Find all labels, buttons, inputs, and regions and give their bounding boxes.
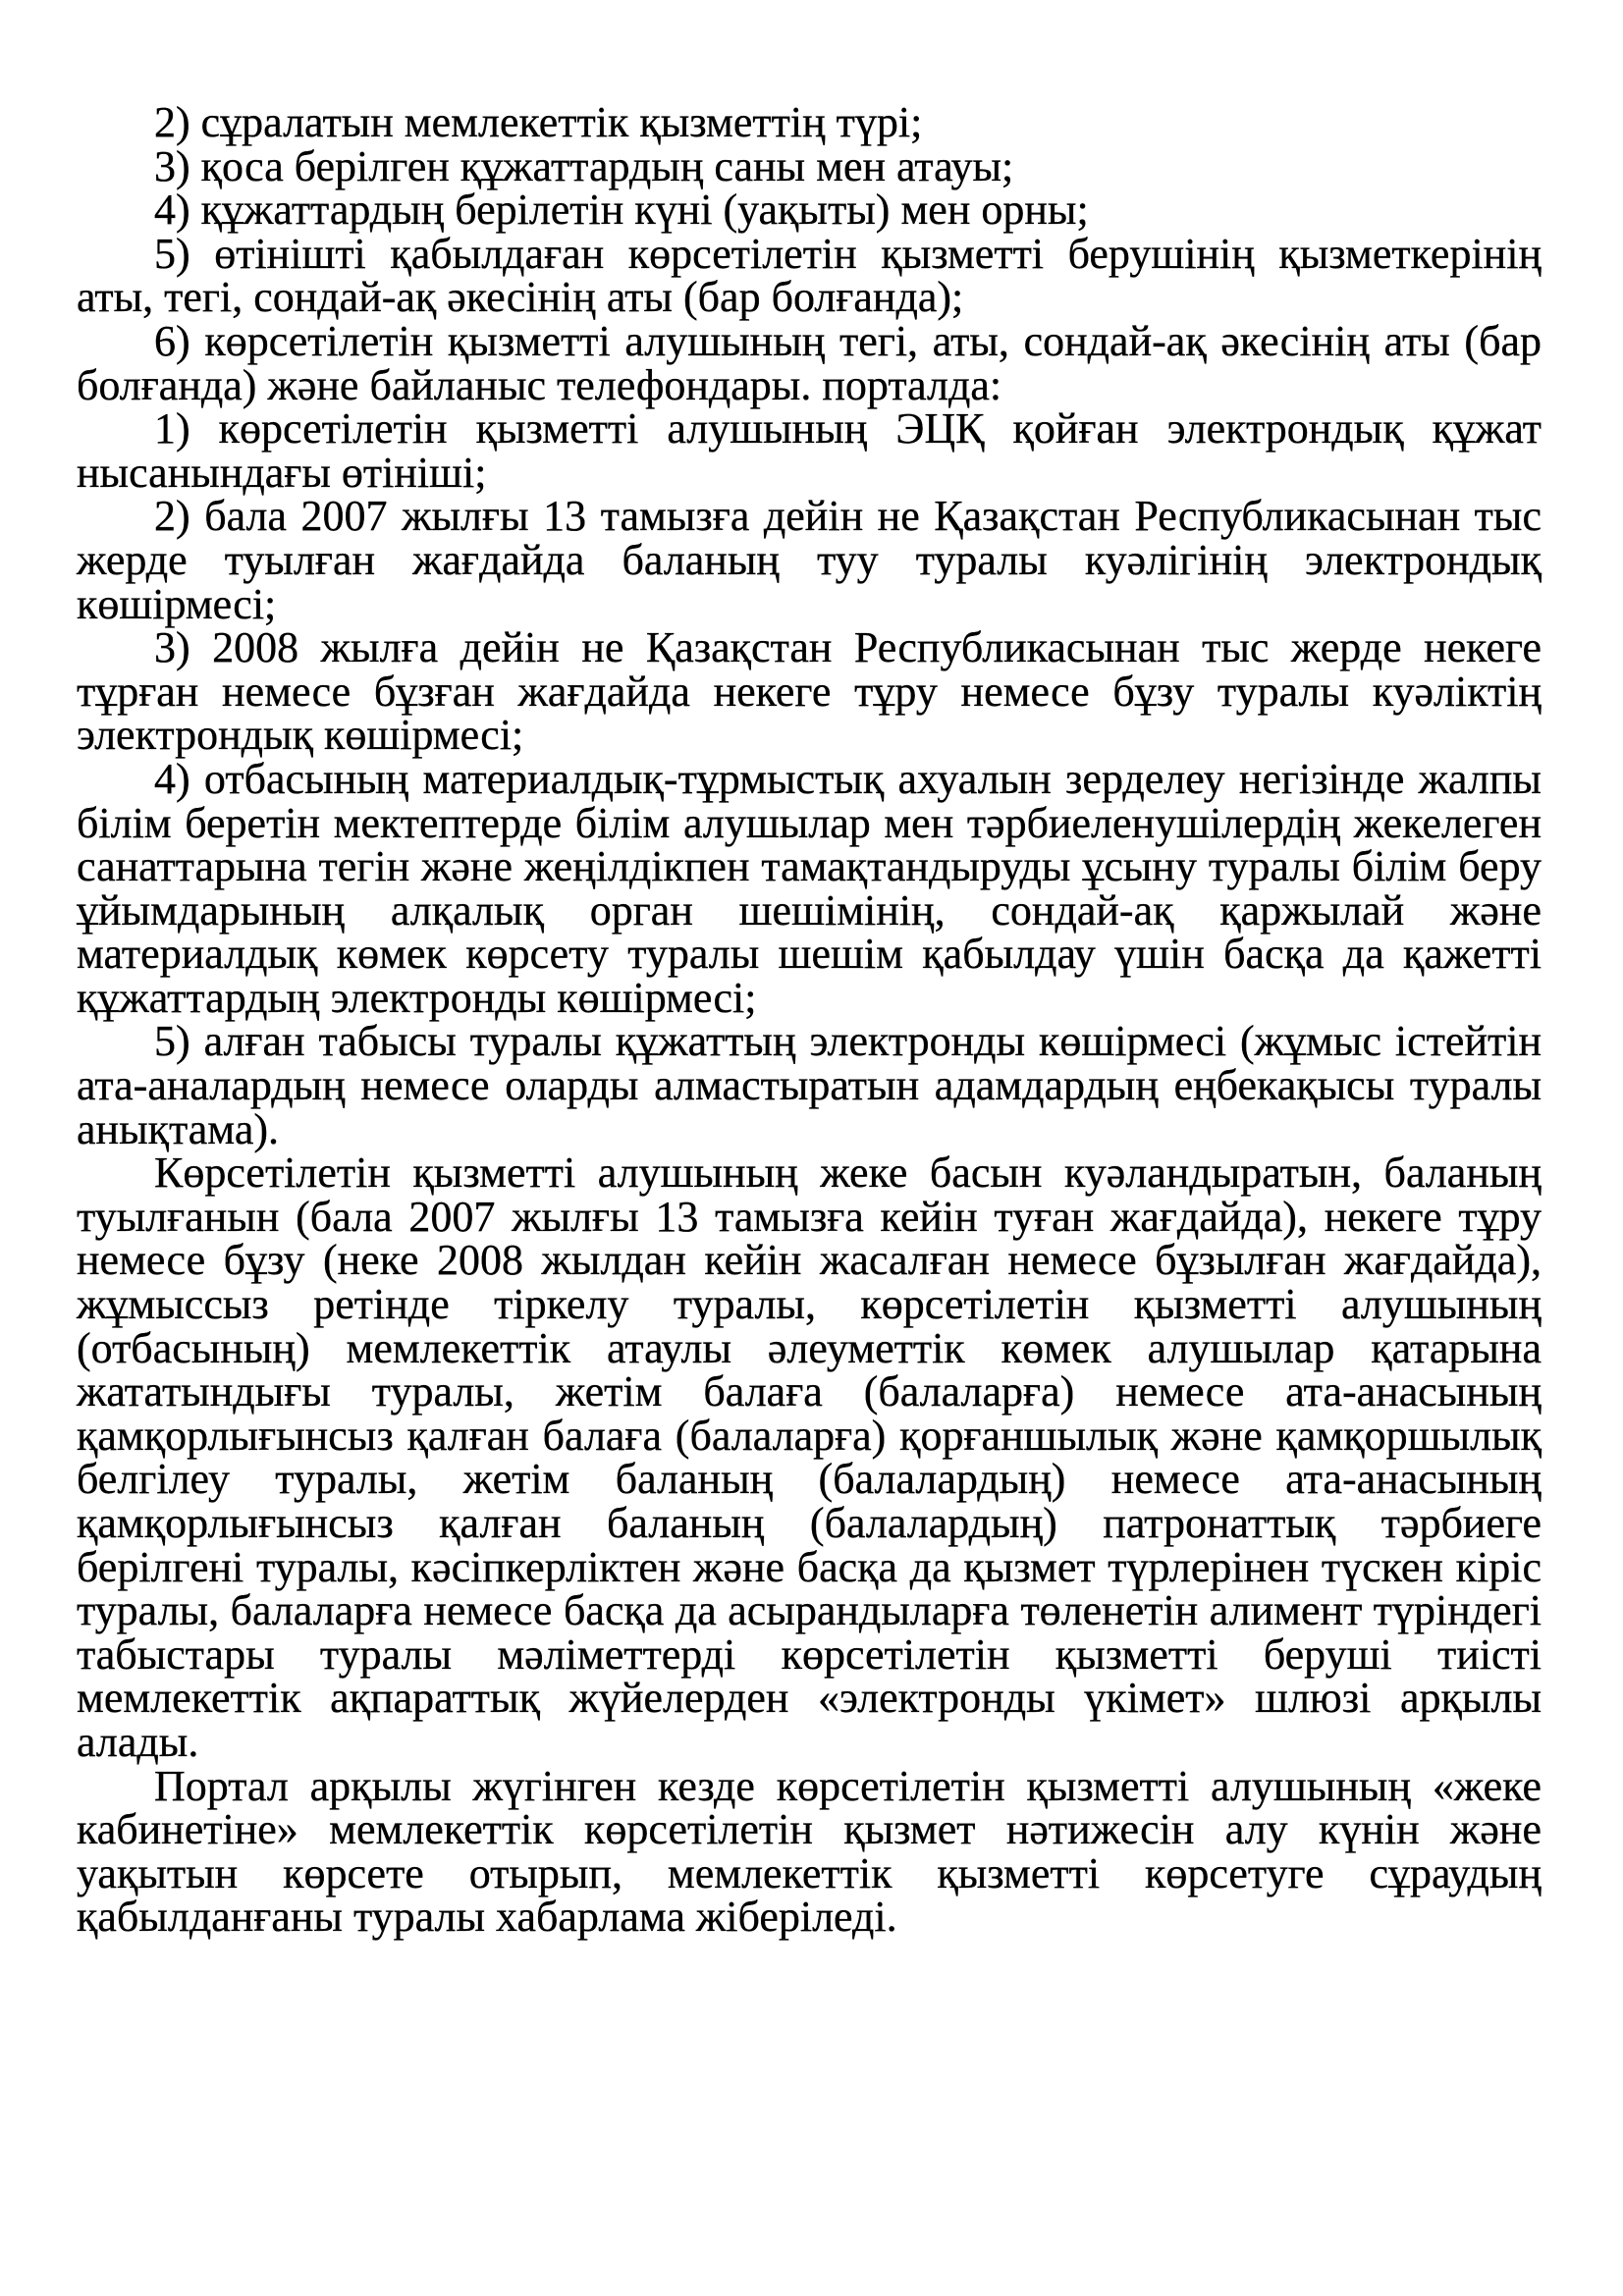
paragraph-body-2: Портал арқылы жүгінген кезде көрсетілетін қызметті алушының «жеке кабинетіне» мемлекеттік көрсетілетін қызмет нәтижесін алу күнін және уақытын көрсете отырып, мемлекеттік қызметті көрсетуге сұраудың қабылданғаны туралы хабарлама жіберіледі.: [77, 1761, 1542, 1942]
paragraph-portal-item-4: 4) отбасының материалдық-тұрмыстық ахуалын зерделеу негізінде жалпы білім беретін мектептерде білім алушылар мен тәрбиеленушілердің жекелеген санаттарына тегін және жеңілдікпен тамақтандыруды ұсыну туралы білім беру ұйымдарының алқалық орган шешімінің, сондай-ақ қаржылай және материалдық көмек көрсету туралы шешім қабылдау үшін басқа да қажетті құжаттардың электронды көшірмесі;: [77, 754, 1542, 1022]
paragraph-portal-item-5: 5) алған табысы туралы құжаттың электронды көшірмесі (жұмыс істейтін ата-аналардың немесе оларды алмастыратын адамдардың еңбекақысы туралы анықтама).: [77, 1017, 1542, 1153]
paragraph-list-item-5: 5) өтінішті қабылдаған көрсетілетін қызметті берушінің қызметкерінің аты, тегі, сондай-ақ әкесінің аты (бар болғанда);: [77, 229, 1542, 322]
paragraph-list-item-4: 4) құжаттардың берілетін күні (уақыты) мен орны;: [154, 186, 1089, 235]
paragraph-body-1: Көрсетілетін қызметті алушының жеке басын куәландыратын, баланың туылғанын (бала 2007 жылғы 13 тамызға кейін туған жағдайда), некеге тұру немесе бұзу (неке 2008 жылдан кейін жасалған немесе бұзылған жағдайда), жұмыссыз ретінде тіркелу туралы, көрсетілетін қызметті алушының (отбасының) мемлекеттік атаулы әлеуметтік көмек алушылар қатарына жататындығы туралы, жетім балаға (балаларға) немесе ата-анасының қамқорлығынсыз қалған балаға (балаларға) қорғаншылық және қамқоршылық белгілеу туралы, жетім баланың (балалардың) немесе ата-анасының қамқорлығынсыз қалған баланың (балалардың) патронаттық тәрбиеге берілгені туралы, кәсіпкерліктен және басқа да қызмет түрлерінен түскен кіріс туралы, балаларға немесе басқа да асырандыларға төленетін алимент түріндегі табыстары туралы мәліметтерді көрсетілетін қызметті беруші тиісті мемлекеттік ақпараттық жүйелерден «электронды үкімет» шлюзі арқылы алады.: [77, 1148, 1542, 1766]
paragraph-portal-item-3: 3) 2008 жылға дейін не Қазақстан Республикасынан тыс жерде некеге тұрған немесе бұзған жағдайда некеге тұру немесе бұзу туралы куәліктің электрондық көшірмесі;: [77, 623, 1542, 760]
paragraph-portal-item-2: 2) бала 2007 жылғы 13 тамызға дейін не Қазақстан Республикасынан тыс жерде туылған жағдайда баланың туу туралы куәлігінің электрондық көшірмесі;: [77, 492, 1542, 628]
text-block: [77, 98, 1542, 1942]
paragraph-portal-item-1: 1) көрсетілетін қызметті алушының ЭЦҚ қойған электрондық құжат нысанындағы өтініші;: [77, 404, 1542, 497]
paragraph-list-item-2: 2) сұралатын мемлекеттік қызметтің түрі;: [154, 98, 923, 146]
paragraph-list-item-6: 6) көрсетілетін қызметті алушының тегі, аты, сондай-ақ әкесінің аты (бар болғанда) және байланыс телефондары. порталда:: [77, 316, 1542, 409]
paragraph-list-item-3: 3) қоса берілген құжаттардың саны мен атауы;: [154, 141, 1014, 190]
